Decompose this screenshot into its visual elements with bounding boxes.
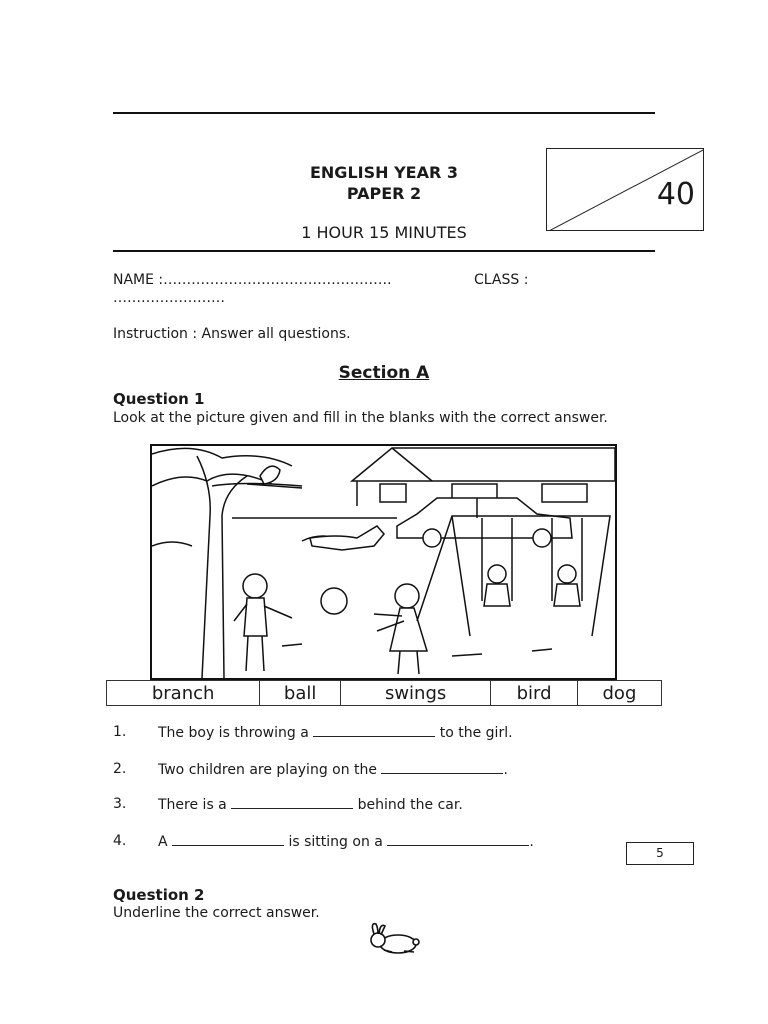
item-number: 1.: [113, 724, 127, 740]
word-bank-item: branch: [107, 681, 260, 706]
item-number: 2.: [113, 761, 127, 777]
answer-blank[interactable]: [313, 724, 435, 737]
item-text-after: to the girl.: [439, 725, 513, 741]
fill-in-item-2: [158, 761, 508, 778]
playground-scene-drawing: [152, 446, 615, 678]
item-text-middle: is sitting on a: [288, 834, 383, 850]
item-text-before: A: [158, 834, 168, 850]
answer-blank[interactable]: [387, 833, 529, 846]
total-marks-value: 40: [656, 177, 695, 212]
fill-in-item-3: [158, 796, 463, 813]
class-field-label: CLASS :: [474, 272, 529, 288]
answer-blank[interactable]: [231, 796, 353, 809]
fill-in-item-4: [158, 833, 534, 850]
word-bank-item: dog: [577, 681, 661, 706]
item-number: 3.: [113, 796, 127, 812]
word-bank-item: ball: [260, 681, 341, 706]
top-rule: [113, 112, 655, 114]
answer-blank[interactable]: [172, 833, 284, 846]
rabbit-icon: [364, 920, 424, 956]
item-text-after: .: [503, 762, 508, 778]
playground-scene-illustration: [150, 444, 617, 680]
word-bank-item: bird: [491, 681, 578, 706]
word-bank-item: swings: [340, 681, 490, 706]
item-text-before: The boy is throwing a: [158, 725, 309, 741]
question1-heading: Question 1: [113, 390, 205, 408]
paper-title-line2: PAPER 2: [346, 184, 422, 203]
class-field-dots: ……………………: [113, 290, 225, 306]
item-text-after: .: [529, 834, 534, 850]
item-text-after: behind the car.: [357, 797, 463, 813]
item-text-before: Two children are playing on the: [158, 762, 378, 778]
question1-prompt: Look at the picture given and fill in the blanks with the correct answer.: [113, 410, 608, 426]
item-number: 4.: [113, 833, 127, 849]
instruction-text: Instruction : Answer all questions.: [113, 326, 351, 342]
question2-heading: Question 2: [113, 886, 205, 904]
question1-marks-box: 5: [626, 842, 694, 865]
item-text-before: There is a: [158, 797, 227, 813]
total-marks-box: [546, 148, 704, 231]
word-bank-table: [106, 680, 662, 706]
fill-in-item-1: [158, 724, 513, 741]
paper-duration: 1 HOUR 15 MINUTES: [301, 223, 467, 242]
paper-title-line1: ENGLISH YEAR 3: [309, 163, 458, 182]
section-title: Section A: [338, 363, 430, 383]
answer-blank[interactable]: [381, 761, 503, 774]
header-bottom-rule: [113, 250, 655, 252]
name-field-label: NAME :………………………………………….: [113, 272, 392, 288]
question2-prompt: Underline the correct answer.: [113, 905, 320, 921]
